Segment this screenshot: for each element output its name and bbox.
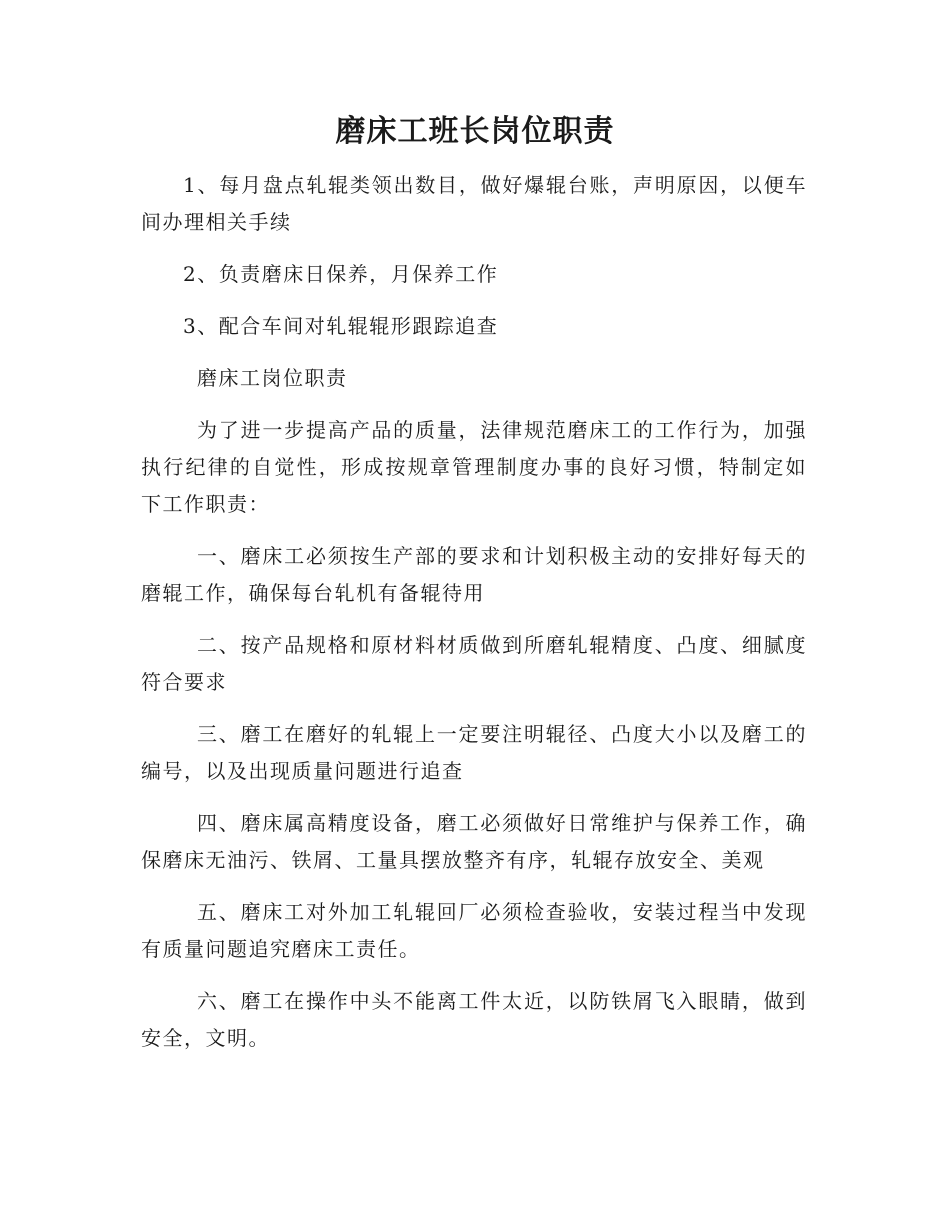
duty-item-3: 三、磨工在磨好的轧辊上一定要注明辊径、凸度大小以及磨工的编号，以及出现质量问题进行追查 [141, 722, 807, 783]
section-heading: 磨床工岗位职责 [197, 366, 348, 390]
document-title: 磨床工班长岗位职责 [335, 114, 615, 149]
duty-item-1: 一、磨床工必须按生产部的要求和计划积极主动的安排好每天的磨辊工作，确保每台轧机有备辊待用 [141, 544, 807, 605]
duty-item-2: 二、按产品规格和原材料材质做到所磨轧辊精度、凸度、细腻度符合要求 [141, 633, 807, 694]
intro-paragraph: 为了进一步提高产品的质量，法律规范磨床工的工作行为，加强执行纪律的自觉性，形成按规章管理制度办事的良好习惯，特制定如下工作职责： [141, 418, 807, 516]
duty-item-4: 四、磨床属高精度设备，磨工必须做好日常维护与保养工作，确保磨床无油污、铁屑、工量具摆放整齐有序，轧辊存放安全、美观 [141, 811, 807, 872]
paragraph-2: 2、负责磨床日保养，月保养工作 [183, 262, 499, 286]
duty-item-5: 五、磨床工对外加工轧辊回厂必须检查验收，安装过程当中发现有质量问题追究磨床工责任。 [141, 900, 807, 961]
document-body [141, 167, 807, 1072]
paragraph-3: 3、配合车间对轧辊辊形跟踪追查 [183, 314, 499, 338]
duty-item-6: 六、磨工在操作中头不能离工件太近，以防铁屑飞入眼睛，做到安全，文明。 [141, 989, 807, 1050]
paragraph-1: 1、每月盘点轧辊类领出数目，做好爆辊台账，声明原因，以便车间办理相关手续 [141, 173, 807, 234]
